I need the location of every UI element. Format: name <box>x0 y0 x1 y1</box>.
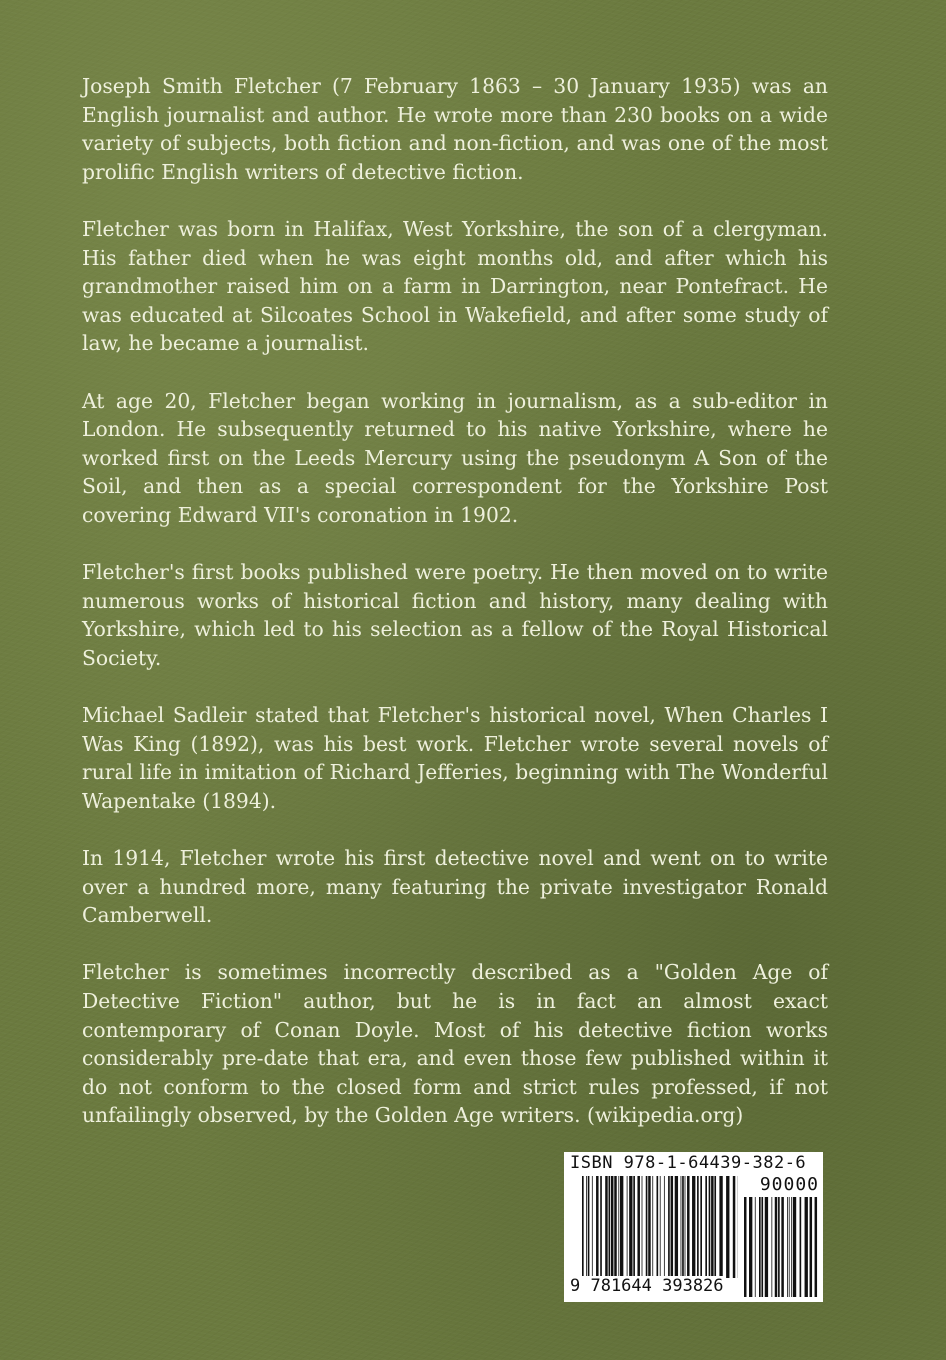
paragraph: At age 20, Fletcher began working in journalism, as a sub-editor in London. He subsequently returned to his native Yorkshire, where he worked first on the Leeds Mercury using the pseudonym A Son of the Soil, and then as a special correspondent for the Yorkshire Post covering Edward VII's coronation in 1902. <box>82 388 828 527</box>
ean-digits: 9 781644 393826 <box>570 1276 724 1296</box>
paragraph: Joseph Smith Fletcher (7 February 1863 – 30 January 1935) was an English journalist and author. He wrote more than 230 books on a wide variety of subjects, both fiction and non-fiction, and was one of the most prolific English writers of detective fiction. <box>82 74 828 184</box>
paragraph: Fletcher is sometimes incorrectly described as a "Golden Age of Detective Fiction" author, but he is in fact an almost exact contemporary of Conan Doyle. Most of his detective fiction works considerably pre-date that era, and even those few published within it do not conform to the closed form and strict rules professed, if not unfailingly observed, by the Golden Age writers. (wikipedia.org) <box>82 960 828 1128</box>
isbn-barcode <box>564 1152 823 1302</box>
paragraph: Michael Sadleir stated that Fletcher's historical novel, When Charles I Was King (1892), was his best work. Fletcher wrote several novels of rural life in imitation of Richard Jefferies, beginning with The Wonderful Wapentake (1894). <box>82 703 828 813</box>
back-cover-text <box>82 72 828 1159</box>
paragraph: Fletcher's first books published were poetry. He then moved on to write numerous works of historical fiction and history, many dealing with Yorkshire, which led to his selection as a fellow of the Royal Historical Society. <box>82 560 828 670</box>
price-code: 90000 <box>759 1174 819 1195</box>
barcode-bars-icon <box>582 1176 738 1278</box>
paragraph: Fletcher was born in Halifax, West Yorkshire, the son of a clergyman. His father died when he was eight months old, and after which his grandmother raised him on a farm in Darrington, near Pontefract. He was educated at Silcoates School in Wakefield, and after some study of law, he became a journalist. <box>82 216 828 356</box>
isbn-label: ISBN 978-1-64439-382-6 <box>570 1153 807 1173</box>
addon-barcode-bars-icon <box>744 1197 818 1297</box>
paragraph: In 1914, Fletcher wrote his first detective novel and went on to write over a hundred more, many featuring the private investigator Ronald Camberwell. <box>82 846 828 928</box>
